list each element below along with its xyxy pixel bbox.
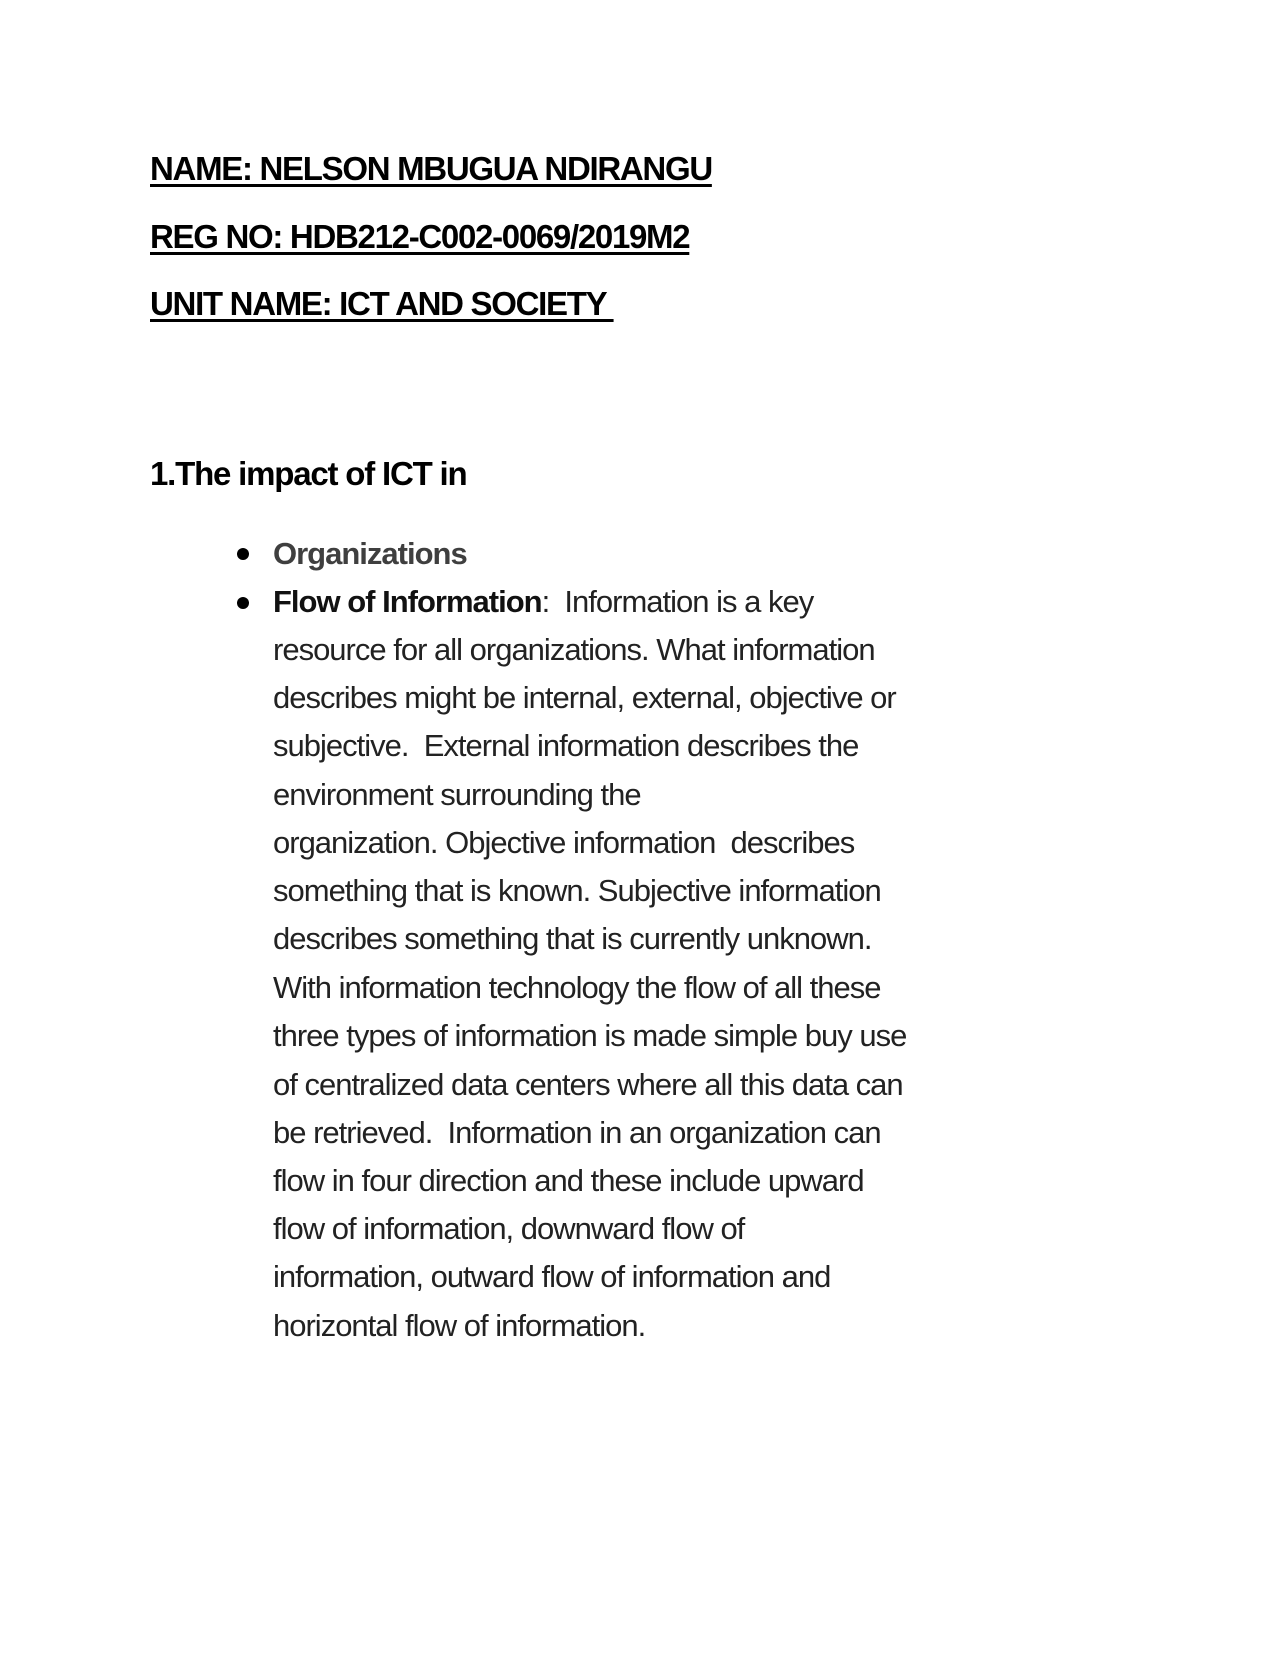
body-line: describes might be internal, external, objective or xyxy=(273,680,896,715)
body-line: subjective. External information describes the xyxy=(273,728,859,763)
body-line: environment surrounding the xyxy=(273,777,641,812)
bullet-organizations: Organizations xyxy=(273,536,467,571)
flow-heading: Flow of Information xyxy=(273,584,542,619)
body-line: of centralized data centers where all this data can xyxy=(273,1067,903,1102)
unit-name: UNIT NAME: ICT AND SOCIETY xyxy=(150,285,614,322)
body-line: horizontal flow of information. xyxy=(273,1308,646,1343)
bullet-icon xyxy=(237,548,249,560)
body-line: flow of information, downward flow of xyxy=(273,1211,745,1246)
bullet-icon xyxy=(237,597,249,609)
body-line: resource for all organizations. What information xyxy=(273,632,875,667)
body-line: flow in four direction and these include upward xyxy=(273,1163,864,1198)
body-line: something that is known. Subjective information xyxy=(273,873,881,908)
question-heading: 1.The impact of ICT in xyxy=(150,455,467,492)
body-line: three types of information is made simple buy use xyxy=(273,1018,907,1053)
body-line: be retrieved. Information in an organization can xyxy=(273,1115,881,1150)
student-name: NAME: NELSON MBUGUA NDIRANGU xyxy=(150,150,712,187)
body-line: describes something that is currently unknown. xyxy=(273,921,872,956)
body-line: : Information is a key xyxy=(541,584,814,619)
bullet-flow-of-information xyxy=(273,578,813,626)
body-line: information, outward flow of information and xyxy=(273,1259,831,1294)
body-line: organization. Objective information describes xyxy=(273,825,855,860)
registration-number: REG NO: HDB212-C002-0069/2019M2 xyxy=(150,218,690,255)
body-line: With information technology the flow of all these xyxy=(273,970,881,1005)
